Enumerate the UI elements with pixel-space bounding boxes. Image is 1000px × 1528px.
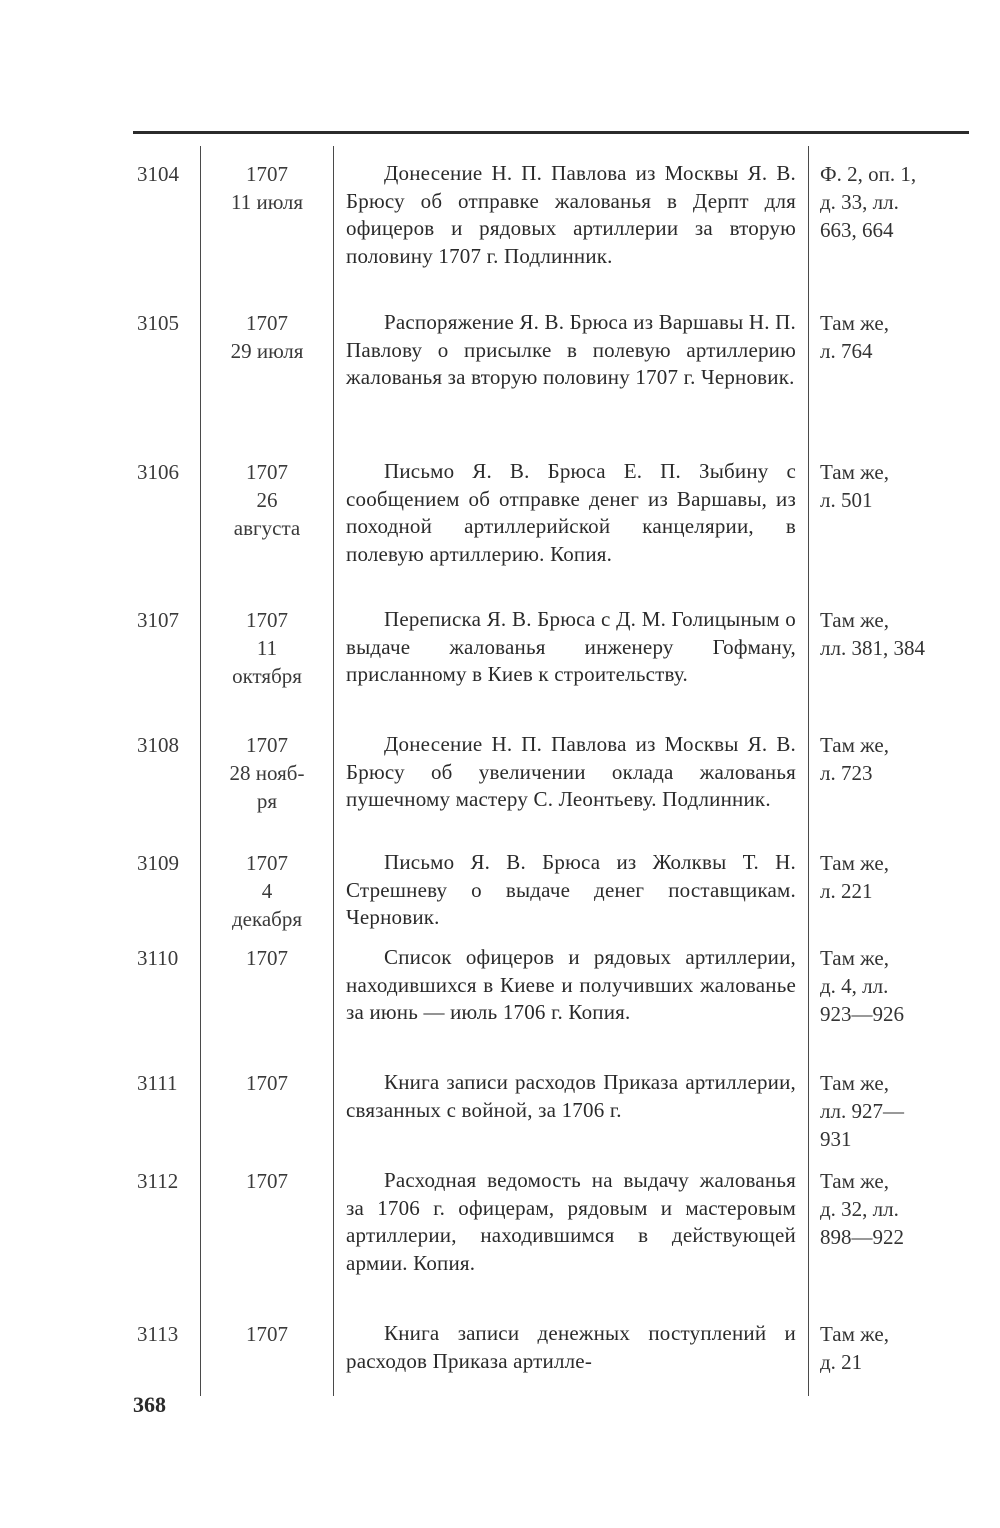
column-divider-number bbox=[200, 146, 201, 1396]
entry-number: 3105 bbox=[137, 311, 179, 335]
entry-number: 3109 bbox=[137, 851, 179, 875]
entry-description: Письмо Я. В. Брюса из Жолквы Т. Н. Стрешневу о выдаче денег поставщикам. Черновик. bbox=[346, 850, 796, 929]
entry-number: 3111 bbox=[137, 1071, 178, 1095]
entry-reference: Там же, лл. 381, 384 bbox=[820, 608, 925, 660]
entry-date: 1707 11 октября bbox=[232, 608, 302, 688]
entry-number: 3110 bbox=[137, 946, 179, 970]
top-rule bbox=[133, 131, 969, 134]
entry-description: Донесение Н. П. Павлова из Москвы Я. В. Брюсу об увеличении оклада жалованья пушечному мастеру С. Леонтьеву. Подлинник. bbox=[346, 732, 796, 811]
entry-reference: Там же, л. 764 bbox=[820, 311, 889, 363]
entry-reference: Там же, л. 723 bbox=[820, 733, 889, 785]
entry-reference: Ф. 2, оп. 1, д. 33, лл. 663, 664 bbox=[820, 162, 917, 242]
entry-number: 3108 bbox=[137, 733, 179, 757]
entry-date: 1707 bbox=[246, 946, 288, 970]
entry-date: 1707 bbox=[246, 1322, 288, 1346]
entry-reference: Там же, д. 32, лл. 898—922 bbox=[820, 1169, 904, 1249]
entry-description: Письмо Я. В. Брюса Е. П. Зыбину с сообщением об отправке денег из Варшавы, из походной артиллерийской канцелярии, в полевую артиллерию. Копия. bbox=[346, 459, 796, 566]
entry-number: 3113 bbox=[137, 1322, 179, 1346]
column-divider-date bbox=[333, 146, 334, 1396]
entry-date: 1707 bbox=[246, 1169, 288, 1193]
entry-date: 1707 bbox=[246, 1071, 288, 1095]
entry-description: Расходная ведомость на выдачу жалованья за 1706 г. офицерам, рядовым и мастеровым артиллерии, находившимся в действующей армии. Копия. bbox=[346, 1168, 796, 1275]
entry-reference: Там же, л. 221 bbox=[820, 851, 889, 903]
entry-reference: Там же, лл. 927— 931 bbox=[820, 1071, 904, 1151]
page-number: 368 bbox=[133, 1392, 166, 1417]
entry-date: 1707 28 нояб- ря bbox=[229, 733, 305, 813]
entry-description: Книга записи расходов Приказа артиллерии, связанных с войной, за 1706 г. bbox=[346, 1070, 796, 1122]
entry-date: 1707 4 декабря bbox=[231, 851, 303, 931]
entry-description: Донесение Н. П. Павлова из Москвы Я. В. Брюсу об отправке жалованья в Дерпт для офицеров и рядовых артиллерии за вторую половину 1707 г. Подлинник. bbox=[346, 161, 796, 268]
entry-date: 1707 26 августа bbox=[233, 460, 301, 540]
entry-description: Список офицеров и рядовых артиллерии, находившихся в Киеве и получивших жалованье за июнь — июль 1706 г. Копия. bbox=[346, 945, 796, 1024]
entry-number: 3104 bbox=[137, 162, 179, 186]
entry-description: Книга записи денежных поступлений и расходов Приказа артилле- bbox=[346, 1321, 796, 1373]
entry-number: 3107 bbox=[137, 608, 179, 632]
entry-description: Распоряжение Я. В. Брюса из Варшавы Н. П. Павлову о присылке в полевую артиллерию жалованья за вторую половину 1707 г. Черновик. bbox=[346, 310, 796, 389]
entry-reference: Там же, д. 21 bbox=[820, 1322, 889, 1374]
entry-reference: Там же, д. 4, лл. 923—926 bbox=[820, 946, 904, 1026]
entry-description: Переписка Я. В. Брюса с Д. М. Голицыным о выдаче жалованья инженеру Гофману, присланному в Киев к строительству. bbox=[346, 607, 796, 686]
entry-date: 1707 11 июля bbox=[230, 162, 303, 214]
entry-number: 3112 bbox=[137, 1169, 179, 1193]
entry-date: 1707 29 июля bbox=[230, 311, 304, 363]
entry-number: 3106 bbox=[137, 460, 179, 484]
entry-reference: Там же, л. 501 bbox=[820, 460, 889, 512]
column-divider-reference bbox=[808, 146, 809, 1396]
